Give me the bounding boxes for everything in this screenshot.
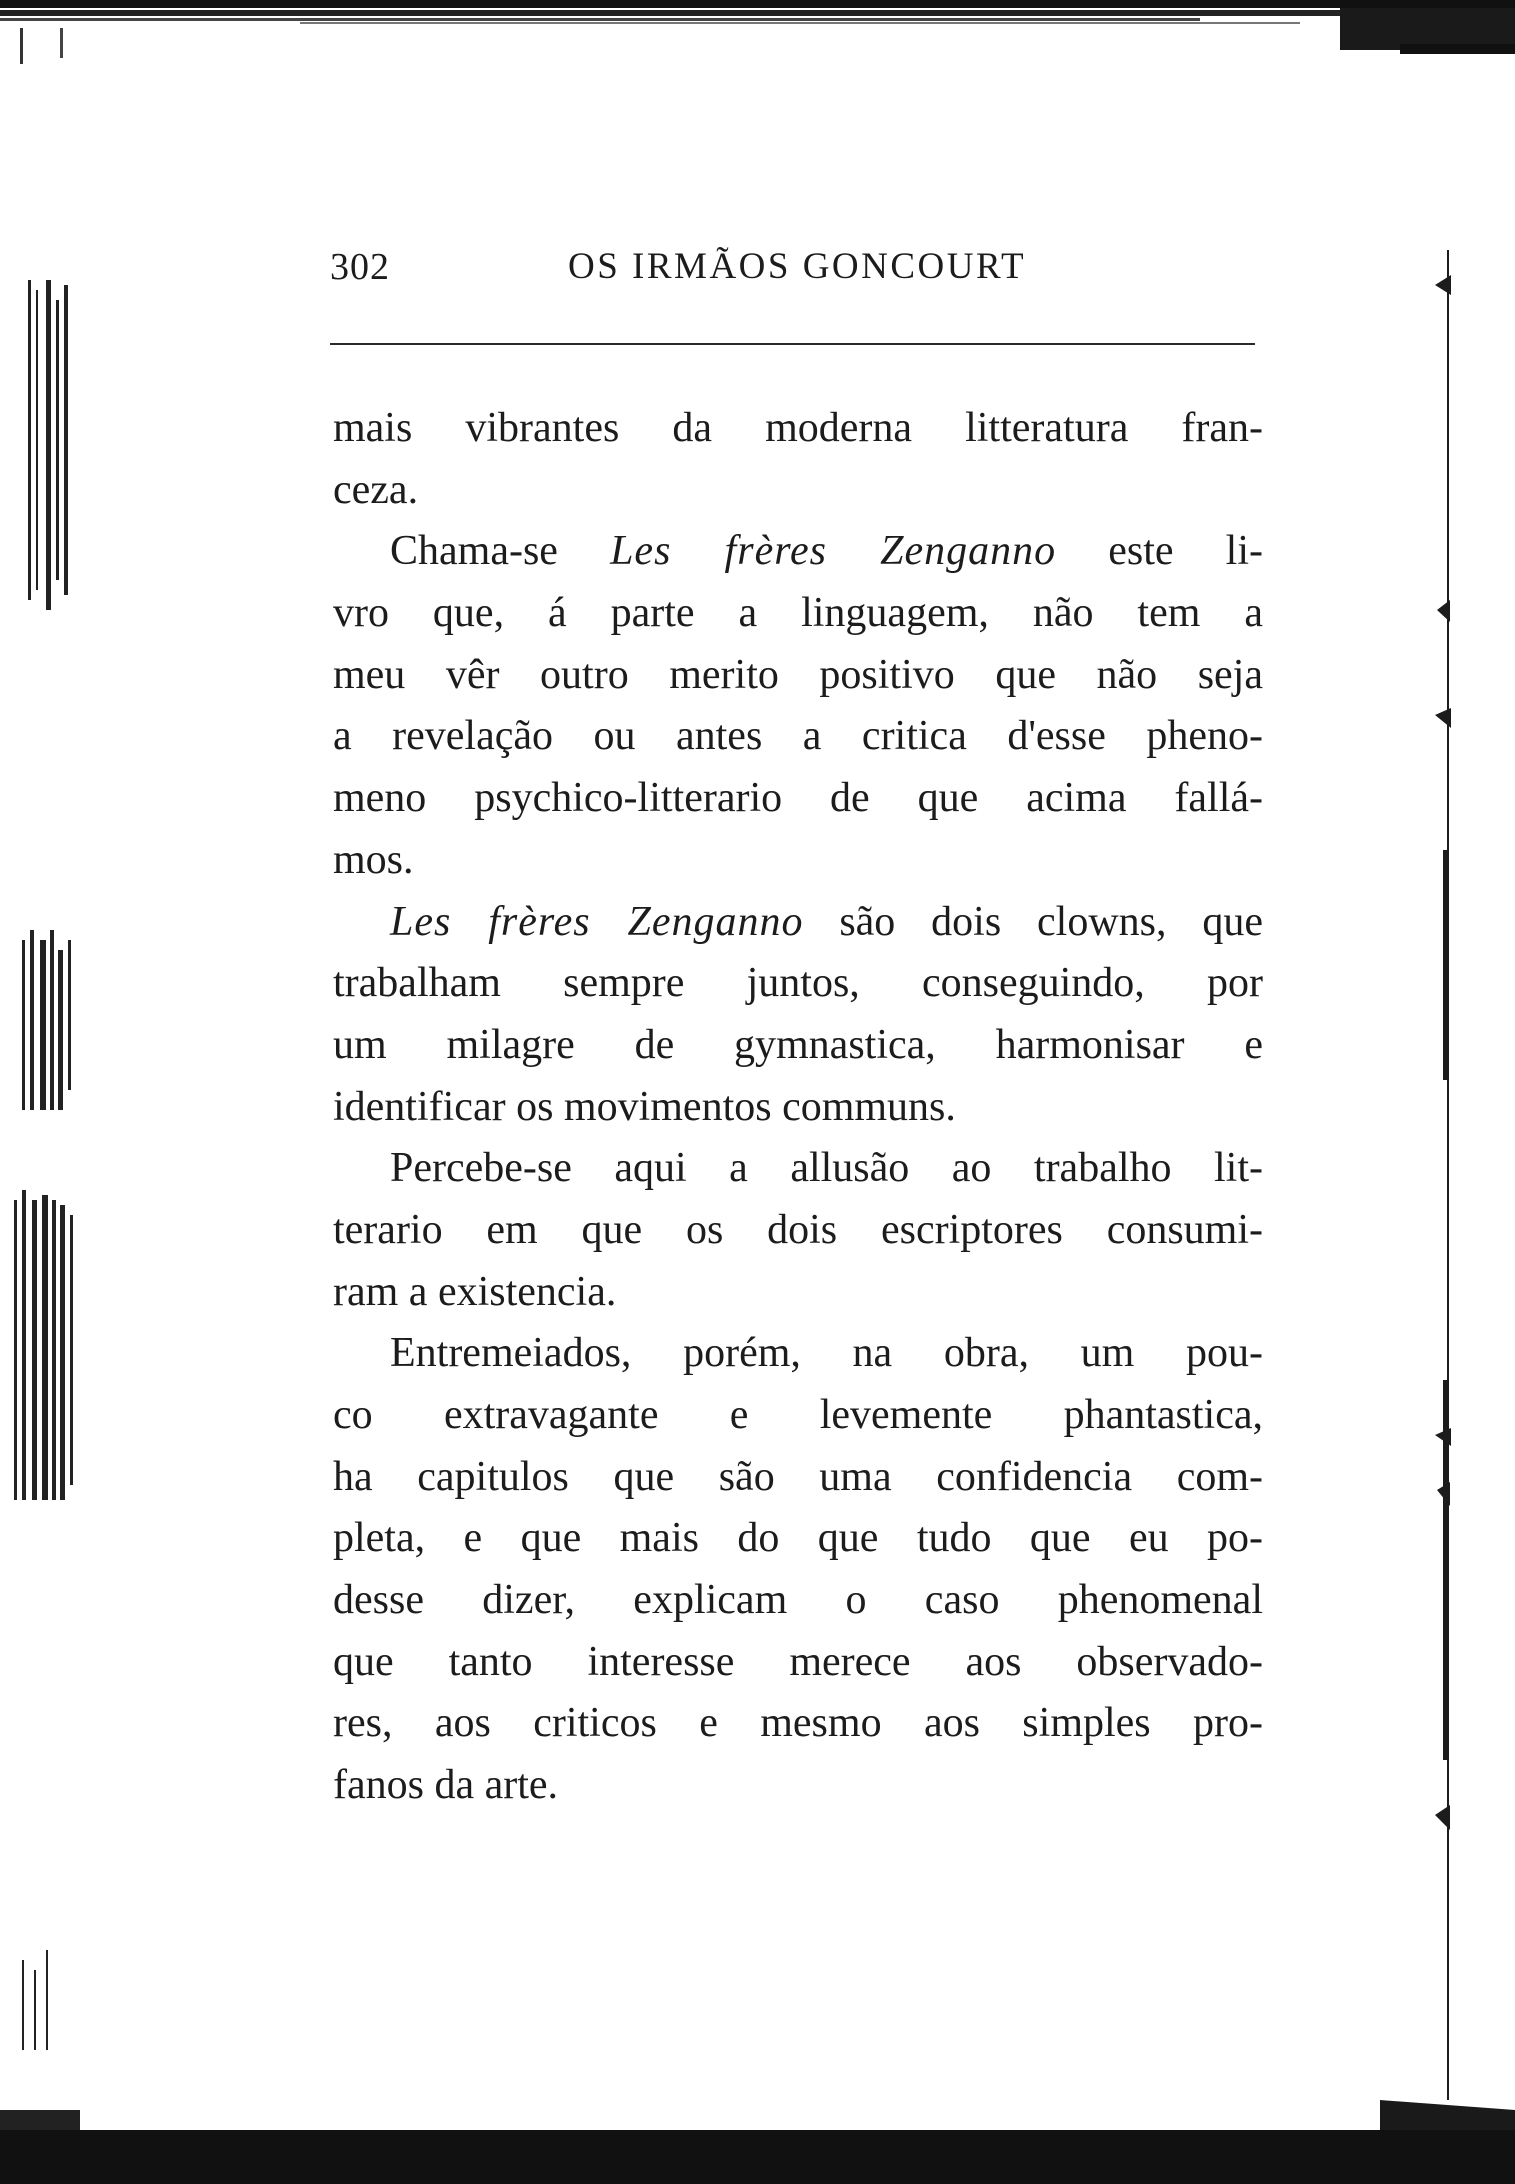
text-line (333, 1385, 1263, 1447)
text-segment: Entremeiados, porém, na obra, um pou- (390, 1330, 1263, 1377)
running-title: OS IRMÃOS GONCOURT (568, 246, 1027, 287)
body-text (333, 398, 1263, 1817)
scan-edge-left (0, 280, 90, 2080)
text-line (333, 768, 1263, 830)
text-line (333, 830, 1263, 892)
text-line (333, 953, 1263, 1015)
text-line (333, 1447, 1263, 1509)
text-line (333, 1632, 1263, 1694)
text-line (333, 1077, 1263, 1139)
italic-title: Les frères Zenganno (390, 898, 804, 945)
text-segment: ha capitulos que são uma confidencia com- (333, 1453, 1263, 1500)
text-segment: este li- (1056, 528, 1263, 575)
text-segment: trabalham sempre juntos, conseguindo, por (333, 960, 1263, 1007)
text-segment: vro que, á parte a linguagem, não tem a (333, 590, 1263, 637)
text-line (333, 1015, 1263, 1077)
text-segment: um milagre de gymnastica, harmonisar e (333, 1021, 1263, 1068)
text-line (333, 1570, 1263, 1632)
text-segment: meu vêr outro merito positivo que não seja (333, 651, 1263, 698)
text-segment: meno psychico-litterario de que acima fallá- (333, 775, 1263, 822)
text-line (333, 1138, 1263, 1200)
text-segment: mos. (333, 836, 414, 883)
text-segment: são dois clowns, que (803, 898, 1263, 945)
text-line (333, 892, 1263, 954)
text-segment: fanos da arte. (333, 1762, 559, 1809)
text-segment: Chama-se (390, 528, 611, 575)
italic-title: Les frères Zenganno (610, 528, 1057, 575)
text-segment: identificar os movimentos communs. (333, 1083, 956, 1130)
text-line (333, 583, 1263, 645)
running-header (330, 245, 1255, 305)
scan-edge-bottom (0, 2100, 1515, 2184)
text-line (333, 1508, 1263, 1570)
scan-edge-right (1395, 250, 1455, 2100)
text-segment: que tanto interesse merece aos observado- (333, 1638, 1263, 1685)
text-line (333, 645, 1263, 707)
text-line (333, 460, 1263, 522)
text-segment: Percebe-se aqui a allusão ao trabalho lit- (390, 1145, 1263, 1192)
text-line (333, 1693, 1263, 1755)
page-number: 302 (330, 246, 390, 288)
text-segment: mais vibrantes da moderna litteratura fran- (333, 405, 1263, 451)
scan-edge-top (0, 0, 1515, 64)
text-line (333, 398, 1263, 460)
header-rule (330, 343, 1255, 345)
text-line (333, 1323, 1263, 1385)
text-line (333, 521, 1263, 583)
text-line (333, 1200, 1263, 1262)
text-segment: pleta, e que mais do que tudo que eu po- (333, 1515, 1263, 1562)
text-segment: res, aos criticos e mesmo aos simples pro- (333, 1700, 1263, 1747)
text-line (333, 706, 1263, 768)
text-segment: terario em que os dois escriptores consumi- (333, 1206, 1263, 1253)
text-segment: desse dizer, explicam o caso phenomenal (333, 1577, 1263, 1624)
text-segment: ram a existencia. (333, 1268, 617, 1315)
text-segment: a revelação ou antes a critica d'esse pheno- (333, 713, 1263, 760)
text-line (333, 1262, 1263, 1324)
text-segment: co extravagante e levemente phantastica, (333, 1392, 1263, 1438)
text-segment: ceza. (333, 466, 419, 513)
text-line (333, 1755, 1263, 1817)
